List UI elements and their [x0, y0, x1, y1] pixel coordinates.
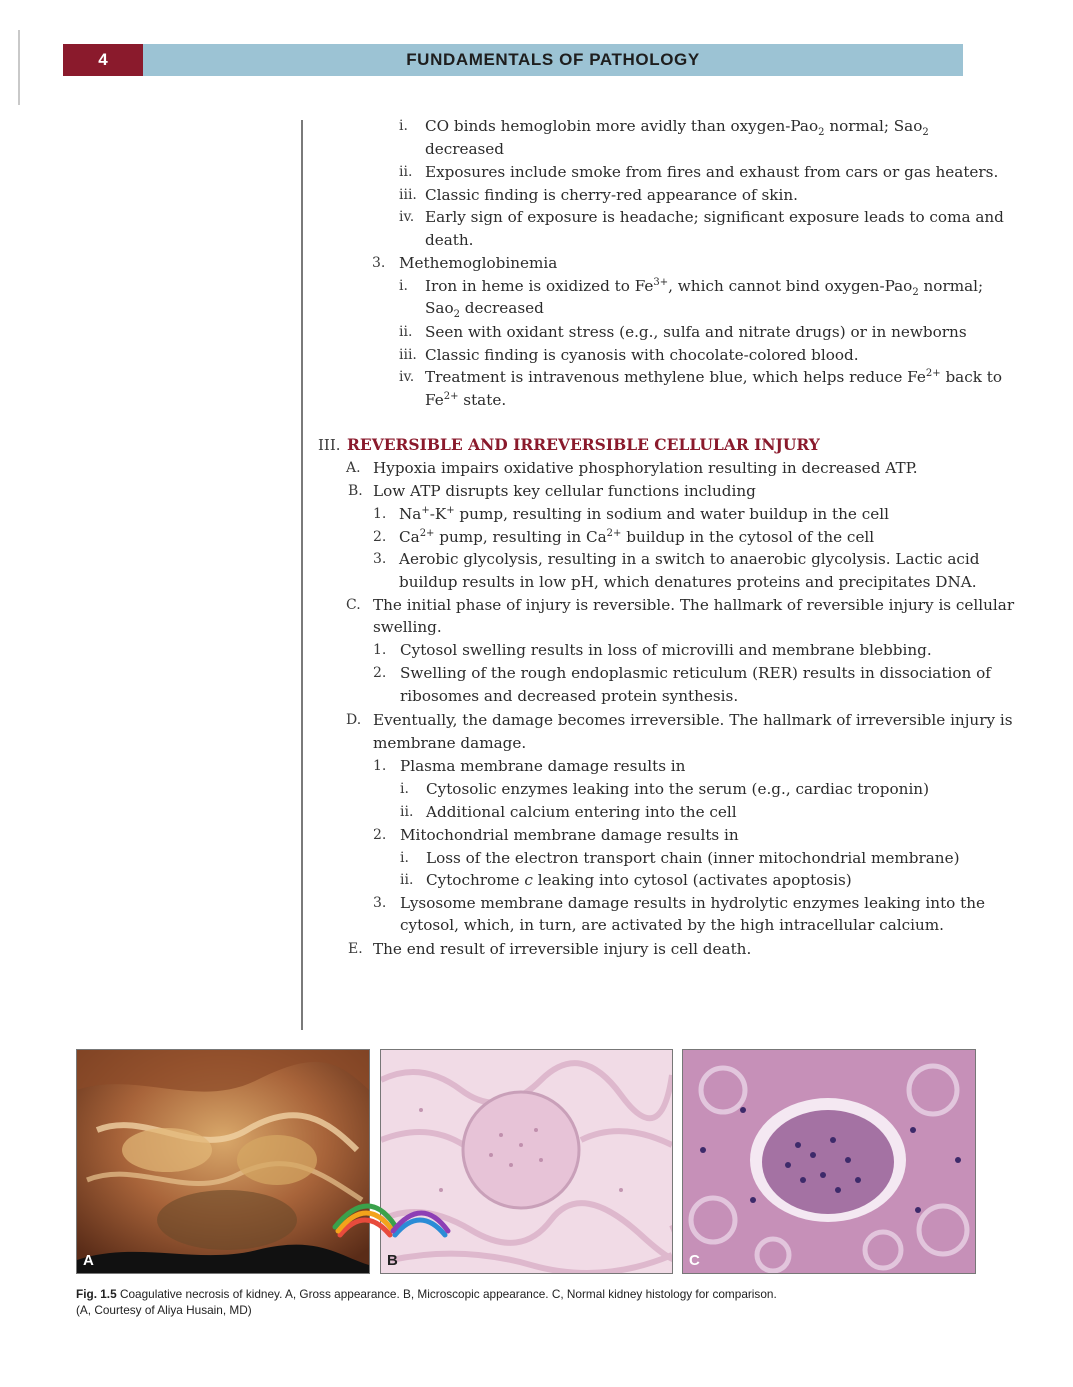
list-marker: E. [348, 941, 363, 957]
list-marker: i. [400, 850, 409, 866]
list-marker: 2. [373, 665, 387, 681]
crop-mark [18, 30, 20, 105]
list-marker: B. [348, 483, 363, 499]
list-marker: iii. [399, 347, 417, 363]
text-line: Plasma membrane damage results in [400, 757, 686, 775]
figure-panel-a [76, 1049, 370, 1274]
text-line: Na+-K+ pump, resulting in sodium and water buildup in the cell [399, 504, 889, 523]
text-line: Eventually, the damage becomes irreversible. The hallmark of irreversible injury is [373, 711, 1013, 729]
necrosis-histology-image [381, 1050, 672, 1273]
list-marker: ii. [399, 164, 413, 180]
text-line: Loss of the electron transport chain (inner mitochondrial membrane) [426, 849, 960, 867]
text-line: Cytosolic enzymes leaking into the serum (e.g., cardiac troponin) [426, 780, 930, 798]
text-line: Early sign of exposure is headache; significant exposure leads to coma and [425, 208, 1004, 226]
list-marker: i. [399, 118, 408, 134]
list-marker: ii. [400, 872, 414, 888]
list-marker: ii. [400, 804, 414, 820]
text-line: Methemoglobinemia [399, 254, 558, 272]
list-marker: 3. [372, 255, 386, 271]
text-line: Hypoxia impairs oxidative phosphorylation resulting in decreased ATP. [373, 459, 918, 477]
text-line: Mitochondrial membrane damage results in [400, 826, 739, 844]
text-line: Sao$_2$ decreased [425, 299, 544, 321]
gross-kidney-image [77, 1050, 369, 1273]
list-marker: 2. [373, 529, 387, 545]
text-line: Exposures include smoke from fires and exhaust from cars or gas heaters. [425, 163, 999, 181]
section-number: III. [318, 436, 341, 454]
page-header [63, 44, 963, 76]
caption-credit: (A, Courtesy of Aliya Husain, MD) [76, 1303, 252, 1317]
panel-label: C [689, 1252, 700, 1269]
list-marker: 1. [373, 642, 387, 658]
text-line: Classic finding is cherry-red appearance of skin. [425, 186, 798, 204]
figure-panel-b [380, 1049, 673, 1274]
text-line: cytosol, which, in turn, are activated by the high intracellular calcium. [400, 916, 944, 934]
text-line: death. [425, 231, 474, 249]
text-line: decreased [425, 140, 505, 158]
text-line: The initial phase of injury is reversible. The hallmark of reversible injury is cellular [373, 596, 1015, 614]
list-marker: iv. [399, 369, 415, 385]
margin-rule [301, 120, 303, 1030]
text-line: Swelling of the rough endoplasmic reticulum (RER) results in dissociation of [400, 664, 991, 682]
list-marker: 2. [373, 827, 387, 843]
list-marker: iii. [399, 187, 417, 203]
figure-panel-c [682, 1049, 976, 1274]
list-marker: 1. [373, 506, 387, 522]
caption-label: Fig. 1.5 [76, 1287, 117, 1301]
list-marker: 1. [373, 758, 387, 774]
list-marker: iv. [399, 209, 415, 225]
text-line: $Ca^{2+}$ pump, resulting in $Ca^{2+}$ buildup in the cytosol of the cell [399, 527, 875, 546]
section-heading: REVERSIBLE AND IRREVERSIBLE CELLULAR INJURY [347, 435, 820, 454]
list-marker: D. [346, 712, 362, 728]
text-line: Aerobic glycolysis, resulting in a switch to anaerobic glycolysis. Lactic acid [399, 550, 980, 568]
text-line: CO binds hemoglobin more avidly than oxygen-Pao$_2$ normal; Sao$_2$ [425, 117, 929, 139]
text-line: buildup results in low pH, which denatures proteins and precipitates DNA. [399, 573, 977, 591]
list-marker: i. [400, 781, 409, 797]
running-title: FUNDAMENTALS OF PATHOLOGY [143, 44, 963, 76]
text-line: swelling. [373, 618, 442, 636]
text-line: Cytosol swelling results in loss of microvilli and membrane blebbing. [400, 641, 932, 659]
text-line: Lysosome membrane damage results in hydrolytic enzymes leaking into the [400, 894, 986, 912]
text-line: Low ATP disrupts key cellular functions including [373, 482, 756, 500]
text-line: membrane damage. [373, 734, 527, 752]
text-line: ribosomes and decreased protein synthesis. [400, 687, 739, 705]
list-marker: 3. [373, 895, 387, 911]
text-line: Treatment is intravenous methylene blue, which helps reduce $Fe^{2+}$ back to [425, 367, 1003, 386]
panel-label: B [387, 1252, 398, 1269]
list-marker: 3. [373, 551, 387, 567]
list-marker: i. [399, 278, 408, 294]
figure-caption [76, 1286, 777, 1318]
text-line: $Fe^{2+}$ state. [425, 390, 507, 409]
text-line: Classic finding is cyanosis with chocolate-colored blood. [425, 346, 859, 364]
panel-label: A [83, 1252, 94, 1269]
text-line: Cytochrome c leaking into cytosol (activates apoptosis) [426, 871, 852, 889]
list-marker: A. [346, 460, 361, 476]
normal-kidney-histology-image [683, 1050, 975, 1273]
list-marker: C. [346, 597, 361, 613]
text-line: Seen with oxidant stress (e.g., sulfa and nitrate drugs) or in newborns [425, 323, 967, 341]
list-marker: ii. [399, 324, 413, 340]
page-number: 4 [63, 44, 143, 76]
text-line: Iron in heme is oxidized to $Fe^{3+}$, which cannot bind oxygen-Pao$_2$ normal; [425, 276, 984, 299]
text-line: The end result of irreversible injury is cell death. [373, 940, 752, 958]
caption-text: Coagulative necrosis of kidney. A, Gross appearance. B, Microscopic appearance. C, Normal kidney histology for comparison. [119, 1287, 777, 1301]
text-line: Additional calcium entering into the cell [426, 803, 737, 821]
